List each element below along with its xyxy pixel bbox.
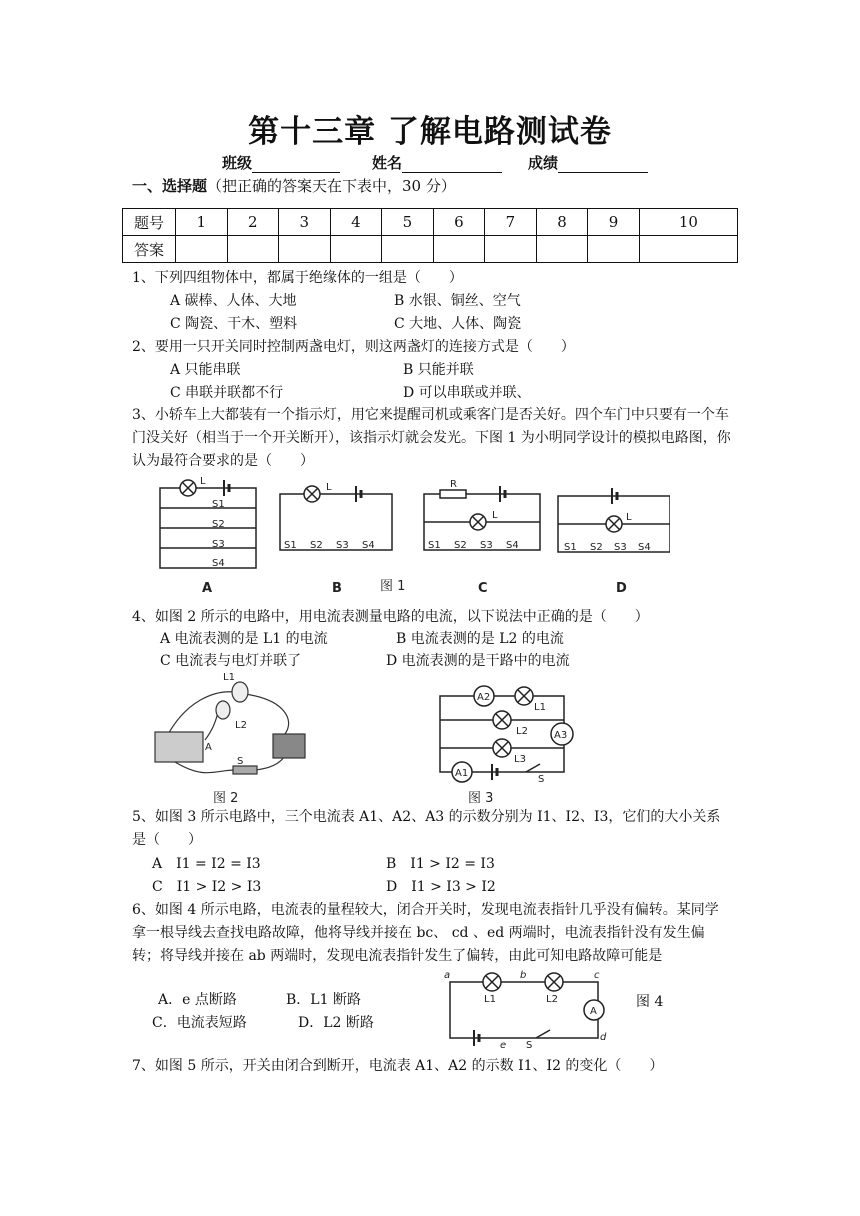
page-title: 第十三章 了解电路测试卷 <box>248 114 612 150</box>
point-c: c <box>594 970 600 981</box>
switch-label-c3: S3 <box>480 540 493 551</box>
row-label: 题号 <box>123 209 176 236</box>
answer-table <box>122 208 738 263</box>
name-label: 姓名 <box>372 154 403 172</box>
number-cell: 4 <box>330 209 382 236</box>
q3-stem: 3、小轿车上大都装有一个指示灯，用它来提醒司机或乘客门是否关好。四个车门中只要有一个车门没关好（相当于一个开关断开），该指示灯就会发光。下图 1 为小明同学设计的模拟电路图，你认为最符合要求的是（ ） <box>132 407 731 469</box>
lamp-label-c: L <box>492 510 498 521</box>
q4-option-c: C 电流表与电灯并联了 <box>160 653 302 669</box>
circuit-label-b: B <box>332 581 342 596</box>
point-d: d <box>600 1032 607 1043</box>
switch-label-d4: S4 <box>638 542 651 553</box>
q1-stem: 1、下列四组物体中，都属于绝缘体的一组是（ ） <box>132 270 463 286</box>
figure-2-caption: 图 2 <box>213 791 239 806</box>
q5-option-a: A I1 = I2 = I3 <box>152 856 261 872</box>
fig4-l1-label: L1 <box>484 994 496 1005</box>
answer-cell[interactable] <box>330 236 382 263</box>
q7-stem: 7、如图 5 所示，开关由闭合到断开，电流表 A1、A2 的示数 I1、I2 的变化（ ） <box>132 1058 664 1074</box>
point-b: b <box>520 970 527 981</box>
resistor-label-c: R <box>450 479 457 490</box>
q6-stem: 6、如图 4 所示电路，电流表的量程较大，闭合开关时，发现电流表指针几乎没有偏转。某同学拿一根导线去查找电路故障，他将导线并接在 bc、 cd 、ed 两端时，电流表指针没有发生偏转；将导线并接在 ab 两端时，发现电流表指针发生了偏转，由此可知电路故障可能是 <box>132 902 719 964</box>
figure-4-caption: 图 4 <box>636 994 664 1010</box>
lamp-label-a: L <box>200 476 206 487</box>
point-e: e <box>500 1040 507 1048</box>
fig4-s-label: S <box>526 1040 533 1048</box>
score-blank[interactable] <box>558 158 648 173</box>
switch-label-c1: S1 <box>428 540 441 551</box>
number-cell: 3 <box>279 209 331 236</box>
q4-option-a: A 电流表测的是 L1 的电流 <box>160 631 328 647</box>
switch-label-b1: S1 <box>284 540 297 551</box>
answer-cell[interactable] <box>279 236 331 263</box>
switch-label-a2: S2 <box>212 519 225 530</box>
answer-cell[interactable] <box>227 236 279 263</box>
fig3-l3-label: L3 <box>514 754 526 765</box>
switch-label-b4: S4 <box>362 540 375 551</box>
answer-cell[interactable] <box>433 236 485 263</box>
table-row <box>123 236 738 263</box>
fig3-l1-label: L1 <box>534 702 546 713</box>
class-blank[interactable] <box>252 158 340 173</box>
name-field <box>372 152 502 173</box>
section-heading: 一、选择题（把正确的答案天在下表中，30 分） <box>132 177 456 195</box>
name-blank[interactable] <box>402 158 502 173</box>
circuit-label-a: A <box>202 581 213 596</box>
q4-option-d: D 电流表测的是干路中的电流 <box>386 653 570 669</box>
answer-cell[interactable] <box>588 236 640 263</box>
q6-option-d: D．L2 断路 <box>298 1015 374 1031</box>
fig3-s-label: S <box>538 774 545 785</box>
circuit-label-c: C <box>478 581 488 596</box>
fig2-l1-label: L1 <box>223 672 235 683</box>
q1-option-c: C 陶瓷、干木、塑料 <box>170 316 298 332</box>
fig3-a2-label: A2 <box>477 692 491 703</box>
switch-label-a3: S3 <box>212 539 225 550</box>
lamp-label-d: L <box>626 512 632 523</box>
fig3-l2-label: L2 <box>516 726 528 737</box>
fig2-l2-label: L2 <box>235 720 247 731</box>
number-cell: 1 <box>176 209 228 236</box>
fig4-ammeter-label: A <box>590 1006 597 1017</box>
row-label: 答案 <box>123 236 176 263</box>
q1-option-d: C 大地、人体、陶瓷 <box>394 316 522 332</box>
q2-option-d: D 可以串联或并联、 <box>403 385 531 401</box>
number-cell: 2 <box>227 209 279 236</box>
number-cell: 9 <box>588 209 640 236</box>
q6-option-a: A．e 点断路 <box>158 992 237 1008</box>
switch-label-c2: S2 <box>454 540 467 551</box>
fig2-a-label: A <box>205 742 212 753</box>
number-cell: 7 <box>485 209 537 236</box>
circuit-a <box>160 480 256 568</box>
class-label: 班级 <box>222 154 253 172</box>
q4-option-b: B 电流表测的是 L2 的电流 <box>396 631 564 647</box>
switch-label-c4: S4 <box>506 540 519 551</box>
answer-cell[interactable] <box>536 236 588 263</box>
lamp-label-b: L <box>326 482 332 493</box>
answer-cell[interactable] <box>485 236 537 263</box>
score-label: 成绩 <box>528 154 559 172</box>
score-field <box>528 152 648 173</box>
switch-label-b3: S3 <box>336 540 349 551</box>
figure-3 <box>430 682 580 804</box>
q5-option-b: B I1 > I2 = I3 <box>386 856 495 872</box>
answer-cell[interactable] <box>639 236 737 263</box>
switch-label-a4: S4 <box>212 558 225 569</box>
number-cell: 6 <box>433 209 485 236</box>
figure-4 <box>440 968 620 1048</box>
q5-option-d: D I1 > I3 > I2 <box>386 879 496 895</box>
fig3-a3-label: A3 <box>554 730 568 741</box>
circuit-label-d: D <box>616 581 627 596</box>
q2-option-b: B 只能并联 <box>403 362 474 378</box>
q2-option-a: A 只能串联 <box>170 362 241 378</box>
q6-option-c: C．电流表短路 <box>152 1015 247 1031</box>
number-cell: 8 <box>536 209 588 236</box>
q4-stem: 4、如图 2 所示的电路中，用电流表测量电路的电流，以下说法中正确的是（ ） <box>132 609 649 625</box>
q5-stem: 5、如图 3 所示电路中，三个电流表 A1、A2、A3 的示数分别为 I1、I2、I3，它们的大小关系是（ ） <box>132 809 721 848</box>
class-field <box>222 152 340 173</box>
switch-label-d1: S1 <box>564 542 577 553</box>
answer-cell[interactable] <box>176 236 228 263</box>
number-cell: 5 <box>382 209 434 236</box>
fig2-s-label: S <box>237 756 244 767</box>
figure-1 <box>150 474 670 602</box>
figure-2 <box>145 670 320 810</box>
q6-option-b: B．L1 断路 <box>286 992 361 1008</box>
fig4-l2-label: L2 <box>546 994 558 1005</box>
q2-option-c: C 串联并联都不行 <box>170 385 284 401</box>
figure-1-caption: 图 1 <box>380 579 406 594</box>
point-a: a <box>444 970 451 981</box>
number-cell: 10 <box>639 209 737 236</box>
switch-label-d2: S2 <box>590 542 603 553</box>
q1-option-b: B 水银、铜丝、空气 <box>394 293 521 309</box>
switch-label-a1: S1 <box>212 499 225 510</box>
table-row <box>123 209 738 236</box>
switch-label-b2: S2 <box>310 540 323 551</box>
q5-option-c: C I1 > I2 > I3 <box>152 879 262 895</box>
switch-label-d3: S3 <box>614 542 627 553</box>
q1-option-a: A 碳棒、人体、大地 <box>170 293 297 309</box>
answer-cell[interactable] <box>382 236 434 263</box>
figure-3-caption: 图 3 <box>468 791 494 804</box>
fig3-a1-label: A1 <box>455 768 469 779</box>
q2-stem: 2、要用一只开关同时控制两盏电灯，则这两盏灯的连接方式是（ ） <box>132 339 575 355</box>
